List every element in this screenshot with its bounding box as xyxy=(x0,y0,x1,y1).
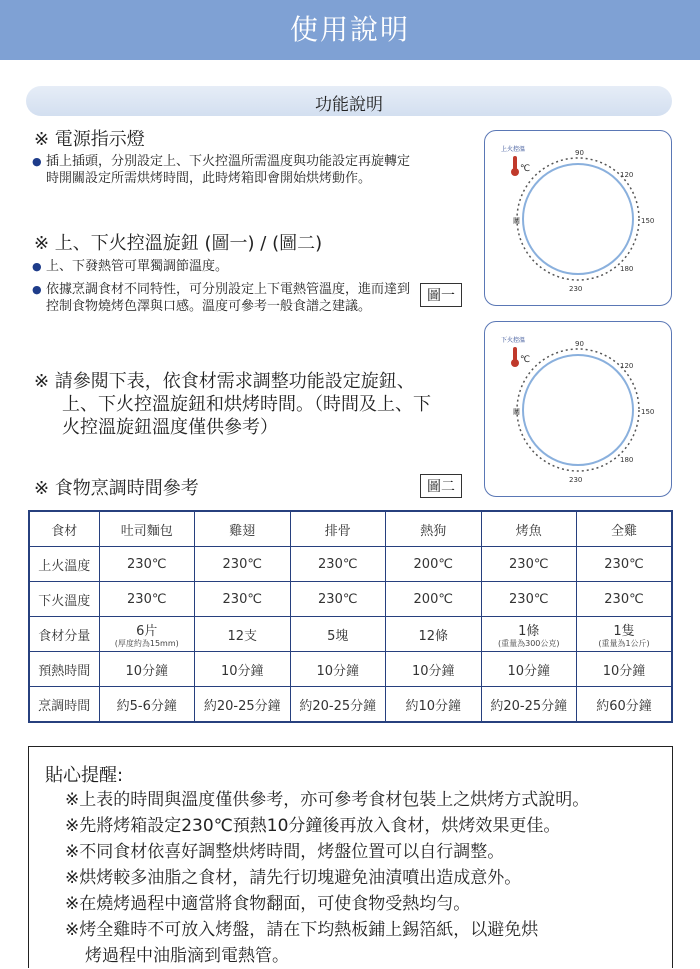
row-label: 烹調時間 xyxy=(29,687,99,723)
dial-unit: ℃ xyxy=(520,355,531,365)
tips-title: 貼心提醒: xyxy=(45,765,124,786)
dial-mark-120: 120 xyxy=(620,171,634,179)
header-banner xyxy=(0,0,700,60)
tip-item: ※烤全雞時不可放入烤盤，請在下均熱板鋪上錫箔紙，以避免烘 xyxy=(65,920,539,940)
dial-mark-150: 150 xyxy=(641,217,655,225)
table-cell: 200℃ xyxy=(386,547,482,582)
bottom-heat-dial xyxy=(484,321,672,497)
section-bar xyxy=(26,86,672,116)
dial-label: 上火控溫 xyxy=(501,146,526,153)
knob-bullet-2: ● 依據烹調食材不同特性，可分別設定上下電熱管溫度，進而達到控制食物燒烤色澤與口感。溫度可參考一般食譜之建議。 xyxy=(32,281,418,315)
table-header-cell: 排骨 xyxy=(290,511,386,547)
dial-mark-90: 90 xyxy=(575,340,584,348)
table-header-cell: 食材 xyxy=(29,511,99,547)
row-label: 下火溫度 xyxy=(29,582,99,617)
table-cell: 200℃ xyxy=(386,582,482,617)
table-cell: 230℃ xyxy=(195,582,291,617)
top-heat-dial-graphic xyxy=(485,131,671,305)
cell-value: 1隻 xyxy=(613,624,635,639)
dial-mark-180: 180 xyxy=(620,456,634,464)
table-header-cell: 烤魚 xyxy=(481,511,577,547)
cooking-heading: ※ 食物烹調時間參考 xyxy=(34,478,199,499)
power-bullet: ● 插上插頭，分別設定上、下火控溫所需溫度與功能設定再旋轉定時開關設定所需烘烤時間，此時烤箱即會開始烘烤動作。 xyxy=(32,153,418,187)
table-cell: 12支 xyxy=(195,617,291,652)
table-cell: 5塊 xyxy=(290,617,386,652)
dial-off-label: 關 xyxy=(513,217,520,225)
table-header-cell: 吐司麵包 xyxy=(99,511,195,547)
table-cell: 230℃ xyxy=(577,582,673,617)
table-cell: 10分鐘 xyxy=(481,652,577,687)
dial-unit: ℃ xyxy=(520,164,531,174)
table-row xyxy=(29,687,672,723)
table-cell: 約10分鐘 xyxy=(386,687,482,723)
thermometer-icon xyxy=(511,347,519,367)
table-cell: 約20-25分鐘 xyxy=(290,687,386,723)
dial-mark-90: 90 xyxy=(575,149,584,157)
cell-note: (重量為1公斤) xyxy=(598,639,650,648)
table-row xyxy=(29,582,672,617)
dial-off-label: 關 xyxy=(513,408,520,416)
power-heading: ※ 電源指示燈 xyxy=(34,129,145,150)
tip-item: ※烘烤較多油脂之食材，請先行切塊避免油漬噴出造成意外。 xyxy=(65,868,522,888)
figure-2-label: 圖二 xyxy=(420,474,462,498)
figure-1-label: 圖一 xyxy=(420,283,462,307)
tips-box xyxy=(28,746,673,968)
table-cell xyxy=(481,617,577,652)
cooking-table xyxy=(28,510,673,723)
dial-label: 下火控溫 xyxy=(501,337,526,344)
thermometer-icon xyxy=(511,156,519,176)
table-cell: 230℃ xyxy=(577,547,673,582)
table-cell: 約20-25分鐘 xyxy=(481,687,577,723)
cell-value: 1條 xyxy=(518,624,540,639)
table-row xyxy=(29,652,672,687)
table-header-cell: 雞翅 xyxy=(195,511,291,547)
table-cell xyxy=(577,617,673,652)
table-cell xyxy=(99,617,195,652)
tip-item: ※上表的時間與溫度僅供參考，亦可參考食材包裝上之烘烤方式說明。 xyxy=(65,790,590,810)
table-cell: 10分鐘 xyxy=(577,652,673,687)
knob-heading: ※ 上、下火控溫旋鈕 (圖一) / (圖二) xyxy=(34,233,323,254)
table-row xyxy=(29,617,672,652)
table-cell: 230℃ xyxy=(290,582,386,617)
bottom-heat-dial-graphic xyxy=(485,322,671,496)
table-header-cell: 熱狗 xyxy=(386,511,482,547)
row-label: 食材分量 xyxy=(29,617,99,652)
table-cell: 230℃ xyxy=(99,547,195,582)
table-cell: 約60分鐘 xyxy=(577,687,673,723)
table-cell: 12條 xyxy=(386,617,482,652)
dial-mark-230: 230 xyxy=(569,476,583,484)
dial-mark-230: 230 xyxy=(569,285,583,293)
table-cell: 230℃ xyxy=(99,582,195,617)
table-cell: 10分鐘 xyxy=(99,652,195,687)
table-cell: 10分鐘 xyxy=(195,652,291,687)
row-label: 預熱時間 xyxy=(29,652,99,687)
cell-note: (重量為300公克) xyxy=(497,639,560,648)
cell-note: (厚度約為15mm) xyxy=(114,639,179,648)
section-title: 功能說明 xyxy=(315,95,383,115)
page-title: 使用說明 xyxy=(289,13,410,46)
top-heat-dial xyxy=(484,130,672,306)
table-cell: 約5-6分鐘 xyxy=(99,687,195,723)
table-cell: 10分鐘 xyxy=(386,652,482,687)
table-cell: 10分鐘 xyxy=(290,652,386,687)
refer-heading: ※ 請參閱下表，依食材需求調整功能設定旋鈕、上、下火控溫旋鈕和烘烤時間。（時間及上、下火控溫旋鈕溫度僅供參考） xyxy=(34,371,431,438)
table-header-cell: 全雞 xyxy=(577,511,673,547)
tip-item: ※不同食材依喜好調整烘烤時間，烤盤位置可以自行調整。 xyxy=(65,842,505,862)
table-header-row xyxy=(29,511,672,547)
tip-item: 烤過程中油脂滴到電熱管。 xyxy=(85,946,289,966)
row-label: 上火溫度 xyxy=(29,547,99,582)
tip-item: ※在燒烤過程中適當將食物翻面，可使食物受熱均勻。 xyxy=(65,894,471,914)
dial-mark-120: 120 xyxy=(620,362,634,370)
table-cell: 230℃ xyxy=(481,582,577,617)
table-cell: 230℃ xyxy=(481,547,577,582)
knob-bullet-1: ● 上、下發熱管可單獨調節溫度。 xyxy=(32,258,426,275)
dial-mark-180: 180 xyxy=(620,265,634,273)
table-cell: 230℃ xyxy=(290,547,386,582)
table-row xyxy=(29,547,672,582)
table-cell: 約20-25分鐘 xyxy=(195,687,291,723)
table-cell: 230℃ xyxy=(195,547,291,582)
dial-mark-150: 150 xyxy=(641,408,655,416)
tip-item: ※先將烤箱設定230℃預熱10分鐘後再放入食材，烘烤效果更佳。 xyxy=(65,816,561,836)
cell-value: 6片 xyxy=(136,624,158,639)
